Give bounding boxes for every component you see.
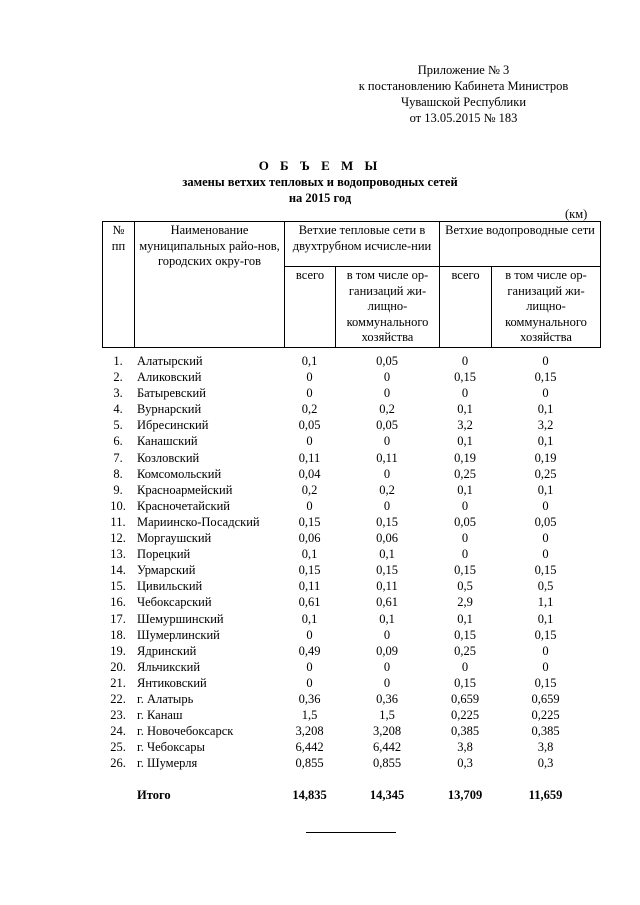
water-total: 3,2 (457, 418, 473, 433)
water-total: 0,25 (454, 466, 476, 481)
district-name: Аликовский (137, 370, 202, 385)
water-total: 0 (461, 498, 469, 513)
water-included: 0,15 (534, 370, 557, 385)
district-name: г. Шумерля (137, 756, 198, 771)
district-name: Ядринский (137, 643, 197, 658)
heat-included: 0,61 (376, 595, 398, 610)
district-name: Вурнарский (137, 402, 202, 417)
table-row (102, 562, 600, 578)
row-number: 24. (110, 724, 126, 739)
heat-included: 0 (383, 675, 391, 690)
water-included: 0 (542, 531, 549, 546)
total-label: Итого (137, 788, 171, 802)
district-name: Цивильский (137, 579, 203, 594)
water-included: 0,25 (534, 466, 557, 481)
heat-included: 0,36 (376, 691, 398, 706)
heat-included: 0 (383, 386, 391, 401)
water-included: 0,19 (534, 450, 557, 465)
table-row (102, 578, 600, 594)
heat-total: 0 (306, 386, 313, 401)
heat-included: 3,208 (372, 724, 402, 739)
heat-included: 0,06 (376, 531, 398, 546)
heat-included: 0 (383, 498, 391, 513)
water-included: 0,1 (537, 402, 554, 417)
water-total: 0 (461, 547, 469, 562)
water-included: 0 (542, 386, 549, 401)
heat-included: 0,2 (379, 402, 395, 417)
unit-label: (км) (565, 207, 588, 221)
heat-included: 0,15 (376, 563, 398, 578)
header-name: Наименование муниципальных райо-нов, городских окру-гов (135, 222, 285, 348)
heat-total: 0,06 (298, 531, 321, 546)
district-name: Алатырский (137, 354, 203, 368)
table-row (102, 691, 600, 707)
footer-rule (306, 832, 396, 833)
table-row (102, 546, 600, 562)
appendix-block (330, 62, 597, 126)
water-included: 1,1 (537, 595, 554, 610)
table-row (102, 401, 600, 417)
district-name: Чебоксарский (137, 595, 212, 610)
heat-total: 0 (306, 675, 313, 690)
heat-total: 0,36 (298, 691, 321, 706)
heat-included: 0,05 (376, 354, 398, 368)
document-title (0, 158, 640, 206)
row-number: 8. (113, 466, 123, 481)
water-total: 0,05 (454, 514, 476, 529)
district-name: Комсомольский (137, 466, 222, 481)
row-number: 11. (110, 514, 126, 529)
heat-total: 0,15 (298, 563, 321, 578)
total-water-included: 11,659 (528, 788, 563, 802)
header-heat-networks: Ветхие тепловые сети в двухтрубном исчисле-нии (285, 222, 440, 267)
appendix-title: Приложение № 3 (417, 63, 510, 77)
table-row (102, 739, 600, 755)
heat-included: 0,1 (379, 611, 395, 626)
table-row (102, 675, 600, 691)
total-row (102, 787, 600, 803)
appendix-date: от 13.05.2015 № 183 (409, 111, 518, 125)
water-total: 0 (461, 386, 469, 401)
water-included: 0,1 (537, 482, 554, 497)
heat-total: 0 (306, 434, 313, 449)
heat-included: 1,5 (379, 708, 395, 723)
table-row (102, 385, 600, 401)
heat-total: 0,61 (298, 595, 321, 610)
heat-total: 0,2 (301, 482, 318, 497)
water-total: 2,9 (457, 595, 473, 610)
water-total: 0,5 (457, 579, 473, 594)
district-name: Моргаушский (137, 531, 212, 546)
district-name: Урмарский (137, 563, 196, 578)
heat-total: 0,11 (298, 450, 321, 465)
title-subtitle-2: на 2015 год (288, 191, 352, 205)
table-row (102, 514, 600, 530)
district-name: Канашский (137, 434, 198, 449)
heat-included: 0 (383, 370, 391, 385)
heat-total: 0,2 (301, 402, 318, 417)
district-name: Батыревский (137, 386, 206, 401)
district-name: Янтиковский (137, 675, 207, 690)
district-name: Красноармейский (137, 482, 233, 497)
header-heat-included: в том числе ор-ганизаций жи-лищно-коммунального хозяйства (336, 267, 440, 348)
water-total: 0,659 (450, 691, 480, 706)
district-name: Красночетайский (137, 498, 230, 513)
water-included: 0,3 (537, 756, 554, 771)
row-number: 16. (110, 595, 126, 610)
water-included: 0,659 (531, 691, 560, 706)
table-row (102, 417, 600, 433)
header-water-included: в том числе ор-ганизаций жи-лищно-коммунального хозяйства (492, 267, 601, 348)
water-included: 3,8 (537, 740, 554, 755)
row-number: 22. (110, 691, 126, 706)
total-heat: 14,835 (292, 788, 327, 802)
table-row (102, 755, 600, 771)
water-total: 0,19 (454, 450, 476, 465)
table-row (102, 530, 600, 546)
table-row (102, 723, 600, 739)
row-number: 1. (113, 354, 123, 368)
district-name: Козловский (137, 450, 200, 465)
water-included: 0,15 (534, 675, 557, 690)
water-total: 0,225 (450, 708, 480, 723)
header-heat-total: всего (285, 267, 336, 348)
table-row (102, 353, 600, 369)
heat-included: 0,09 (376, 643, 398, 658)
row-number: 9. (113, 482, 123, 497)
district-name: Шемуршинский (137, 611, 224, 626)
row-number: 15. (110, 579, 126, 594)
heat-included: 0,11 (376, 450, 398, 465)
water-included: 3,2 (537, 418, 554, 433)
water-total: 0,1 (457, 402, 473, 417)
heat-total: 0 (306, 659, 313, 674)
water-total: 0,385 (450, 724, 480, 739)
water-included: 0 (542, 354, 549, 368)
district-name: г. Алатырь (137, 691, 194, 706)
water-included: 0,05 (534, 514, 557, 529)
water-included: 0,1 (537, 434, 554, 449)
table-row (102, 611, 600, 627)
water-included: 0 (542, 547, 549, 562)
heat-total: 0,1 (301, 354, 318, 368)
row-number: 14. (110, 563, 126, 578)
header-number: № пп (103, 222, 135, 348)
table-row (102, 450, 600, 466)
heat-total: 0,11 (298, 579, 321, 594)
table-row (102, 707, 600, 723)
heat-included: 0,05 (376, 418, 398, 433)
heat-total: 0,04 (298, 466, 321, 481)
row-number: 25. (110, 740, 126, 755)
heat-total: 6,442 (295, 740, 324, 755)
table-row (102, 594, 600, 610)
title-subtitle-1: замены ветхих тепловых и водопроводных сетей (182, 175, 458, 189)
water-total: 3,8 (457, 740, 473, 755)
heat-total: 0 (306, 370, 313, 385)
table-row (102, 466, 600, 482)
water-total: 0,25 (454, 643, 476, 658)
row-number: 19. (110, 643, 126, 658)
water-total: 0,3 (457, 756, 473, 771)
table-header (102, 221, 601, 348)
heat-included: 0,1 (379, 547, 395, 562)
water-total: 0,1 (457, 611, 473, 626)
water-included: 0,5 (537, 579, 554, 594)
water-included: 0,385 (531, 724, 560, 739)
table-row (102, 659, 600, 675)
table-row (102, 627, 600, 643)
row-number: 21. (110, 675, 126, 690)
district-name: г. Новочебоксарск (137, 724, 234, 739)
heat-total: 0,15 (298, 514, 321, 529)
appendix-decree: к постановлению Кабинета Министров (358, 79, 569, 93)
water-total: 0,15 (454, 563, 476, 578)
data-table (102, 353, 600, 771)
row-number: 3. (113, 386, 123, 401)
water-included: 0 (542, 659, 549, 674)
district-name: г. Канаш (137, 708, 183, 723)
total-water: 13,709 (447, 788, 483, 802)
heat-total: 0 (306, 498, 313, 513)
title-main: О Б Ъ Е М Ы (258, 158, 382, 173)
row-number: 20. (110, 659, 126, 674)
district-name: г. Чебоксары (137, 740, 205, 755)
table-row (102, 482, 600, 498)
row-number: 12. (110, 531, 126, 546)
water-included: 0 (542, 643, 549, 658)
row-number: 18. (110, 627, 126, 642)
water-included: 0,15 (534, 627, 557, 642)
heat-included: 0 (383, 466, 391, 481)
table-row (102, 433, 600, 449)
water-total: 0,15 (454, 627, 476, 642)
table-row (102, 643, 600, 659)
heat-total: 1,5 (301, 708, 318, 723)
heat-included: 0 (383, 434, 391, 449)
water-total: 0 (461, 354, 469, 368)
heat-total: 0,855 (295, 756, 324, 771)
row-number: 23. (110, 708, 126, 723)
heat-included: 0,2 (379, 482, 395, 497)
heat-total: 0,1 (301, 547, 318, 562)
row-number: 6. (113, 434, 123, 449)
water-total: 0,15 (454, 370, 476, 385)
header-water-total: всего (440, 267, 492, 348)
heat-included: 0 (383, 659, 391, 674)
appendix-republic: Чувашской Республики (400, 95, 527, 109)
heat-included: 0 (383, 627, 391, 642)
water-total: 0 (461, 531, 469, 546)
water-total: 0 (461, 659, 469, 674)
district-name: Порецкий (137, 547, 191, 562)
table-row (102, 498, 600, 514)
water-total: 0,15 (454, 675, 476, 690)
heat-total: 3,208 (295, 724, 324, 739)
district-name: Мариинско-Посадский (137, 514, 260, 529)
water-included: 0,15 (534, 563, 557, 578)
row-number: 17. (110, 611, 126, 626)
table-row (102, 369, 600, 385)
heat-total: 0,05 (298, 418, 321, 433)
heat-total: 0 (306, 627, 313, 642)
heat-included: 0,855 (372, 756, 402, 771)
heat-included: 0,15 (376, 514, 398, 529)
district-name: Ибресинский (137, 418, 209, 433)
header-water-networks: Ветхие водопроводные сети (440, 222, 601, 267)
district-name: Шумерлинский (137, 627, 220, 642)
water-included: 0,225 (531, 708, 560, 723)
total-heat-included: 14,345 (369, 788, 405, 802)
heat-total: 0,49 (298, 643, 321, 658)
row-number: 13. (110, 547, 126, 562)
heat-total: 0,1 (301, 611, 318, 626)
water-included: 0,1 (537, 611, 554, 626)
row-number: 4. (113, 402, 123, 417)
row-number: 7. (113, 450, 123, 465)
water-total: 0,1 (457, 482, 473, 497)
row-number: 2. (113, 370, 123, 385)
row-number: 26. (110, 756, 126, 771)
water-total: 0,1 (457, 434, 473, 449)
district-name: Яльчикский (137, 659, 201, 674)
heat-included: 6,442 (372, 740, 402, 755)
water-included: 0 (542, 498, 549, 513)
row-number: 5. (113, 418, 123, 433)
heat-included: 0,11 (376, 579, 398, 594)
row-number: 10. (110, 498, 126, 513)
